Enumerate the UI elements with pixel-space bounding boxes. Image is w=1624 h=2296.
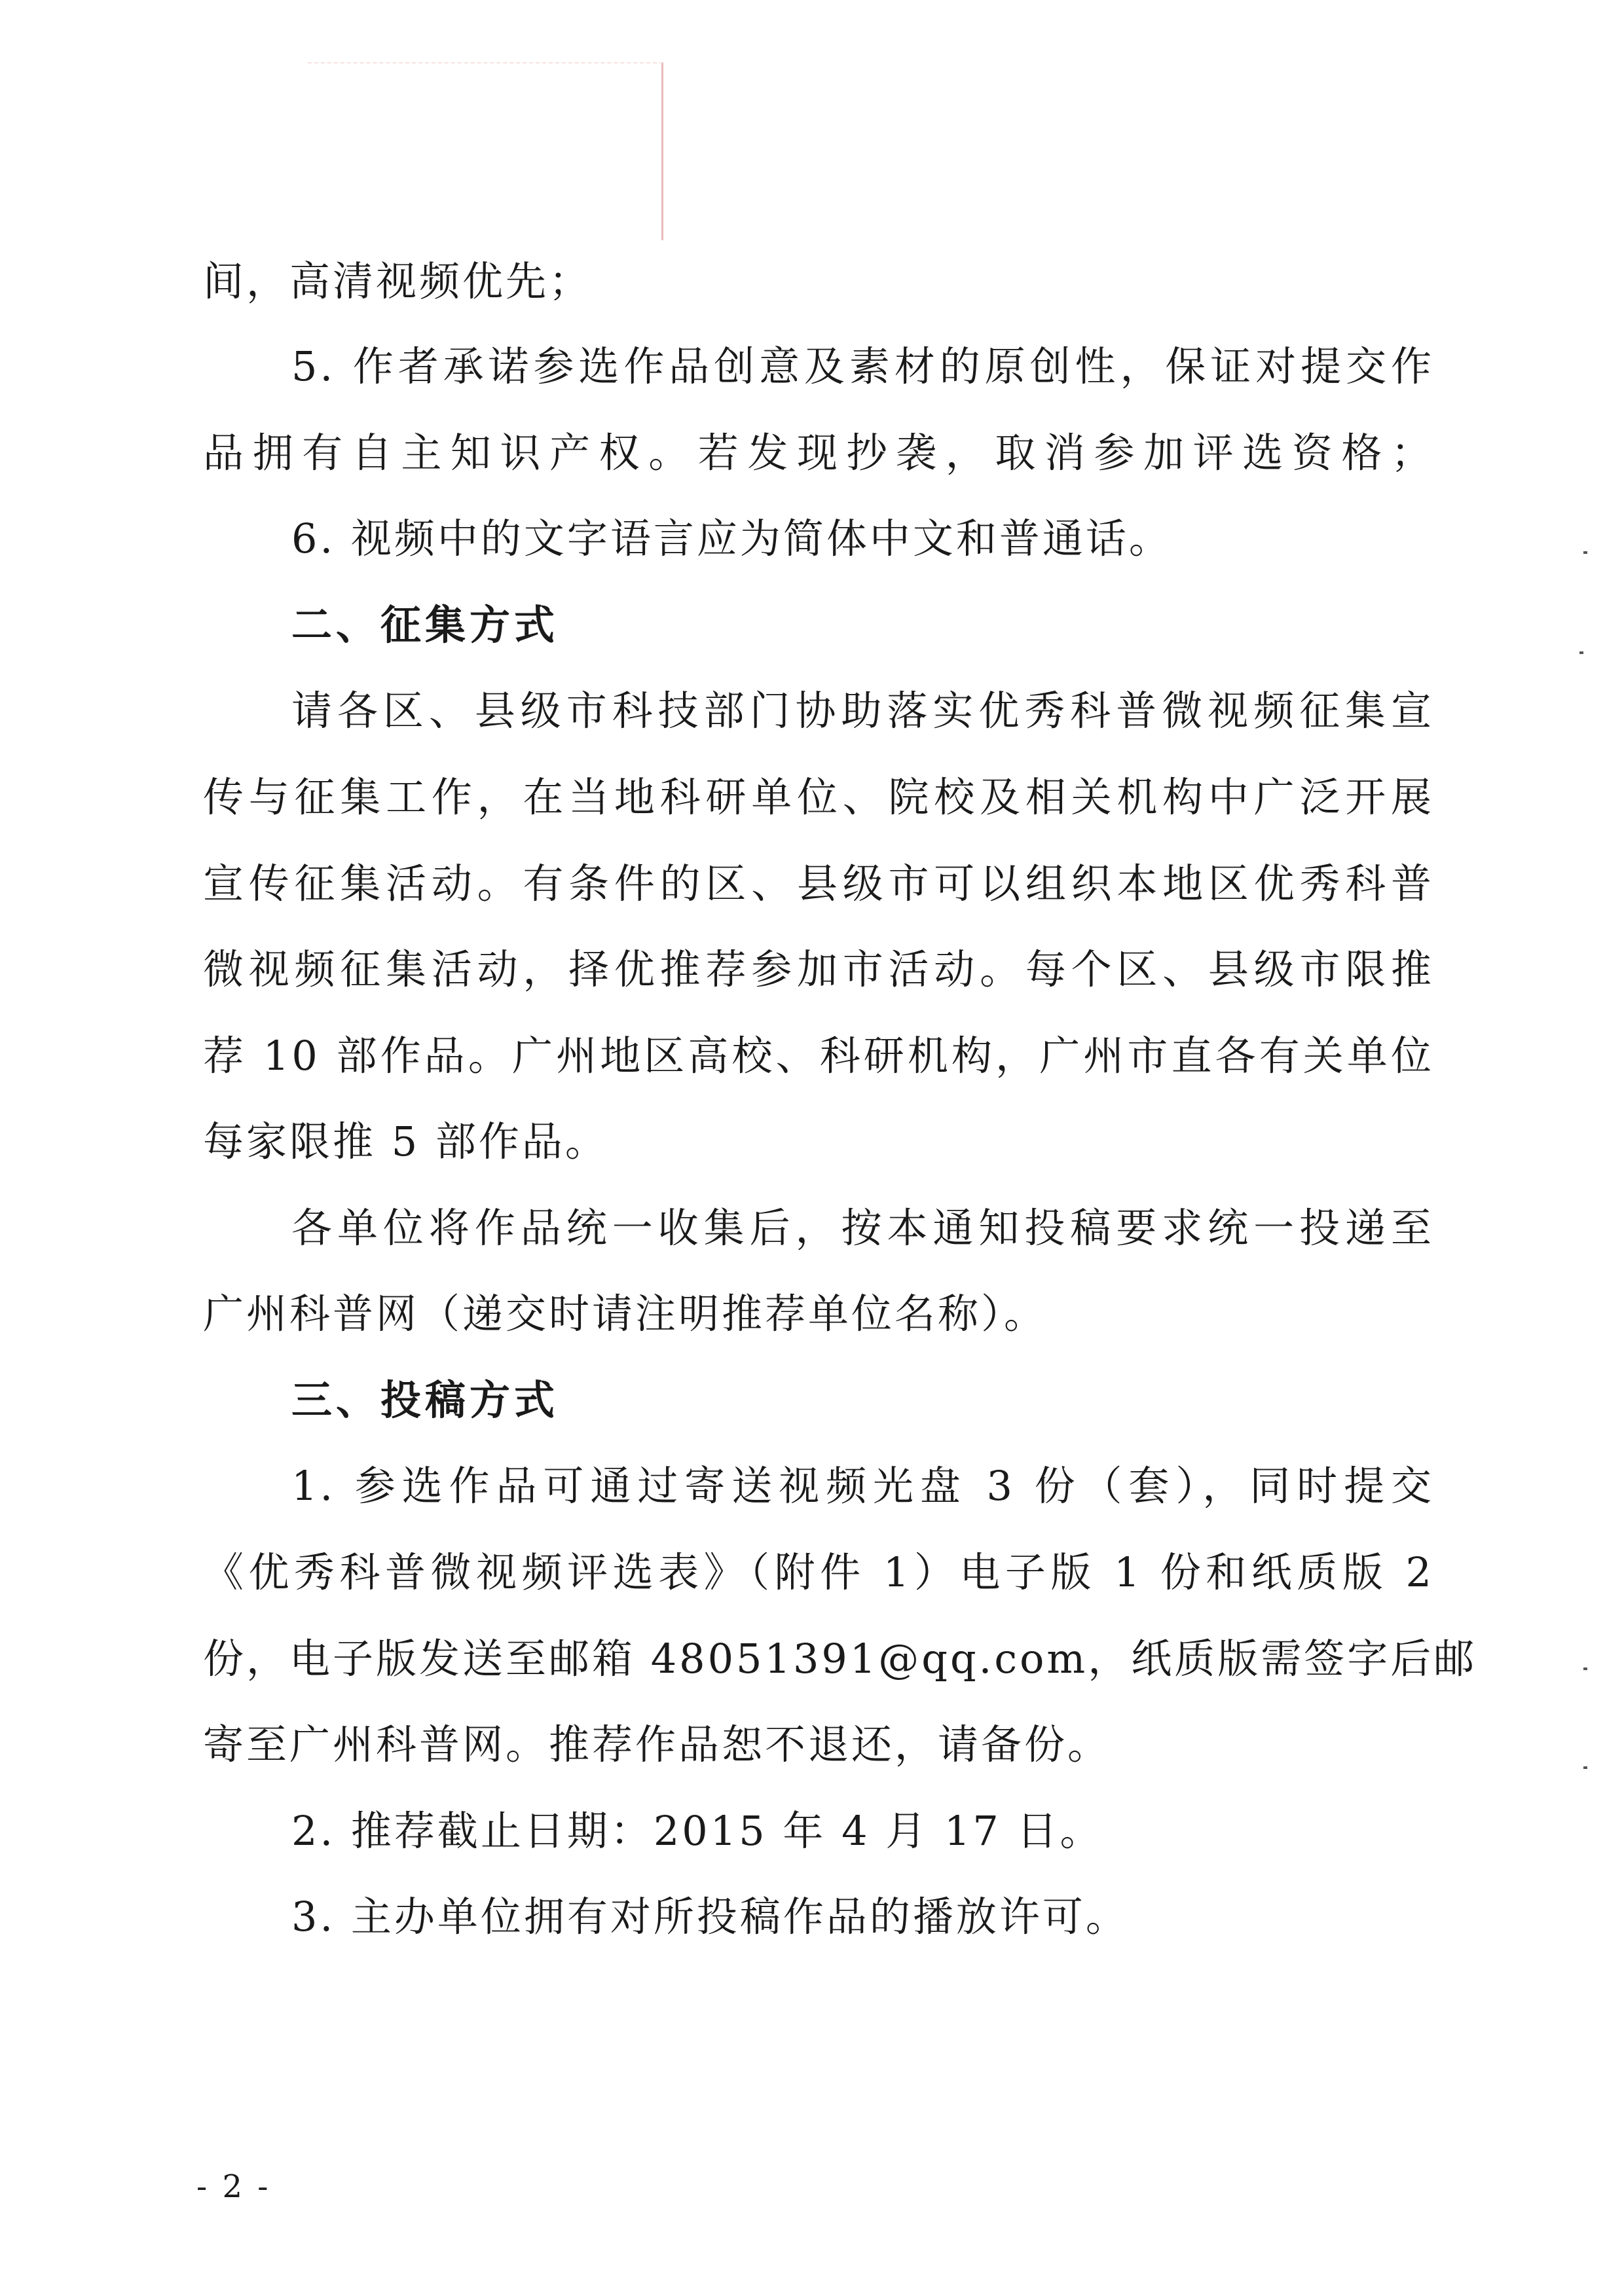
text-line: 荐 10 部作品。广州地区高校、科研机构，广州市直各有关单位 [203,1032,1434,1080]
scan-mark [1583,1766,1587,1769]
text-line: 微视频征集活动，择优推荐参加市活动。每个区、县级市限推 [203,945,1434,993]
scan-mark [1583,551,1587,554]
text-line: 6. 视频中的文字语言应为简体中文和普通话。 [291,515,1172,562]
text-line: 间，高清视频优先； [203,257,593,305]
text-line: 3. 主办单位拥有对所投稿作品的播放许可。 [291,1893,1129,1941]
text-line: 宣传征集活动。有条件的区、县级市可以组织本地区优秀科普 [203,860,1434,907]
text-line: 《优秀科普微视频评选表》（附件 1）电子版 1 份和纸质版 2 [203,1548,1434,1596]
text-line: 每家限推 5 部作品。 [203,1118,608,1165]
text-line: 寄至广州科普网。推荐作品恕不退还，请备份。 [203,1721,1111,1768]
text-line: 传与征集工作，在当地科研单位、院校及相关机构中广泛开展 [203,773,1434,821]
seal-trace [308,62,663,240]
text-line: 份，电子版发送至邮箱 48051391@qq.com，纸质版需签字后邮 [203,1635,1477,1683]
page-number: - 2 - [196,2168,271,2205]
text-line: 1. 参选作品可通过寄送视频光盘 3 份（套），同时提交 [291,1462,1434,1510]
text-line: 各单位将作品统一收集后，按本通知投稿要求统一投递至 [291,1204,1434,1252]
section-heading: 二、征集方式 [291,601,559,649]
scan-mark [1579,651,1583,654]
text-line: 广州科普网（递交时请注明推荐单位名称）。 [203,1290,1048,1338]
text-line: 2. 推荐截止日期：2015 年 4 月 17 日。 [291,1807,1103,1855]
text-line: 请各区、县级市科技部门协助落实优秀科普微视频征集宣 [291,687,1434,735]
text-line: 品拥有自主知识产权。若发现抄袭，取消参加评选资格； [203,429,1434,477]
text-line: 5. 作者承诺参选作品创意及素材的原创性，保证对提交作 [291,342,1434,390]
scan-mark [1583,1667,1587,1670]
section-heading: 三、投稿方式 [291,1376,559,1424]
